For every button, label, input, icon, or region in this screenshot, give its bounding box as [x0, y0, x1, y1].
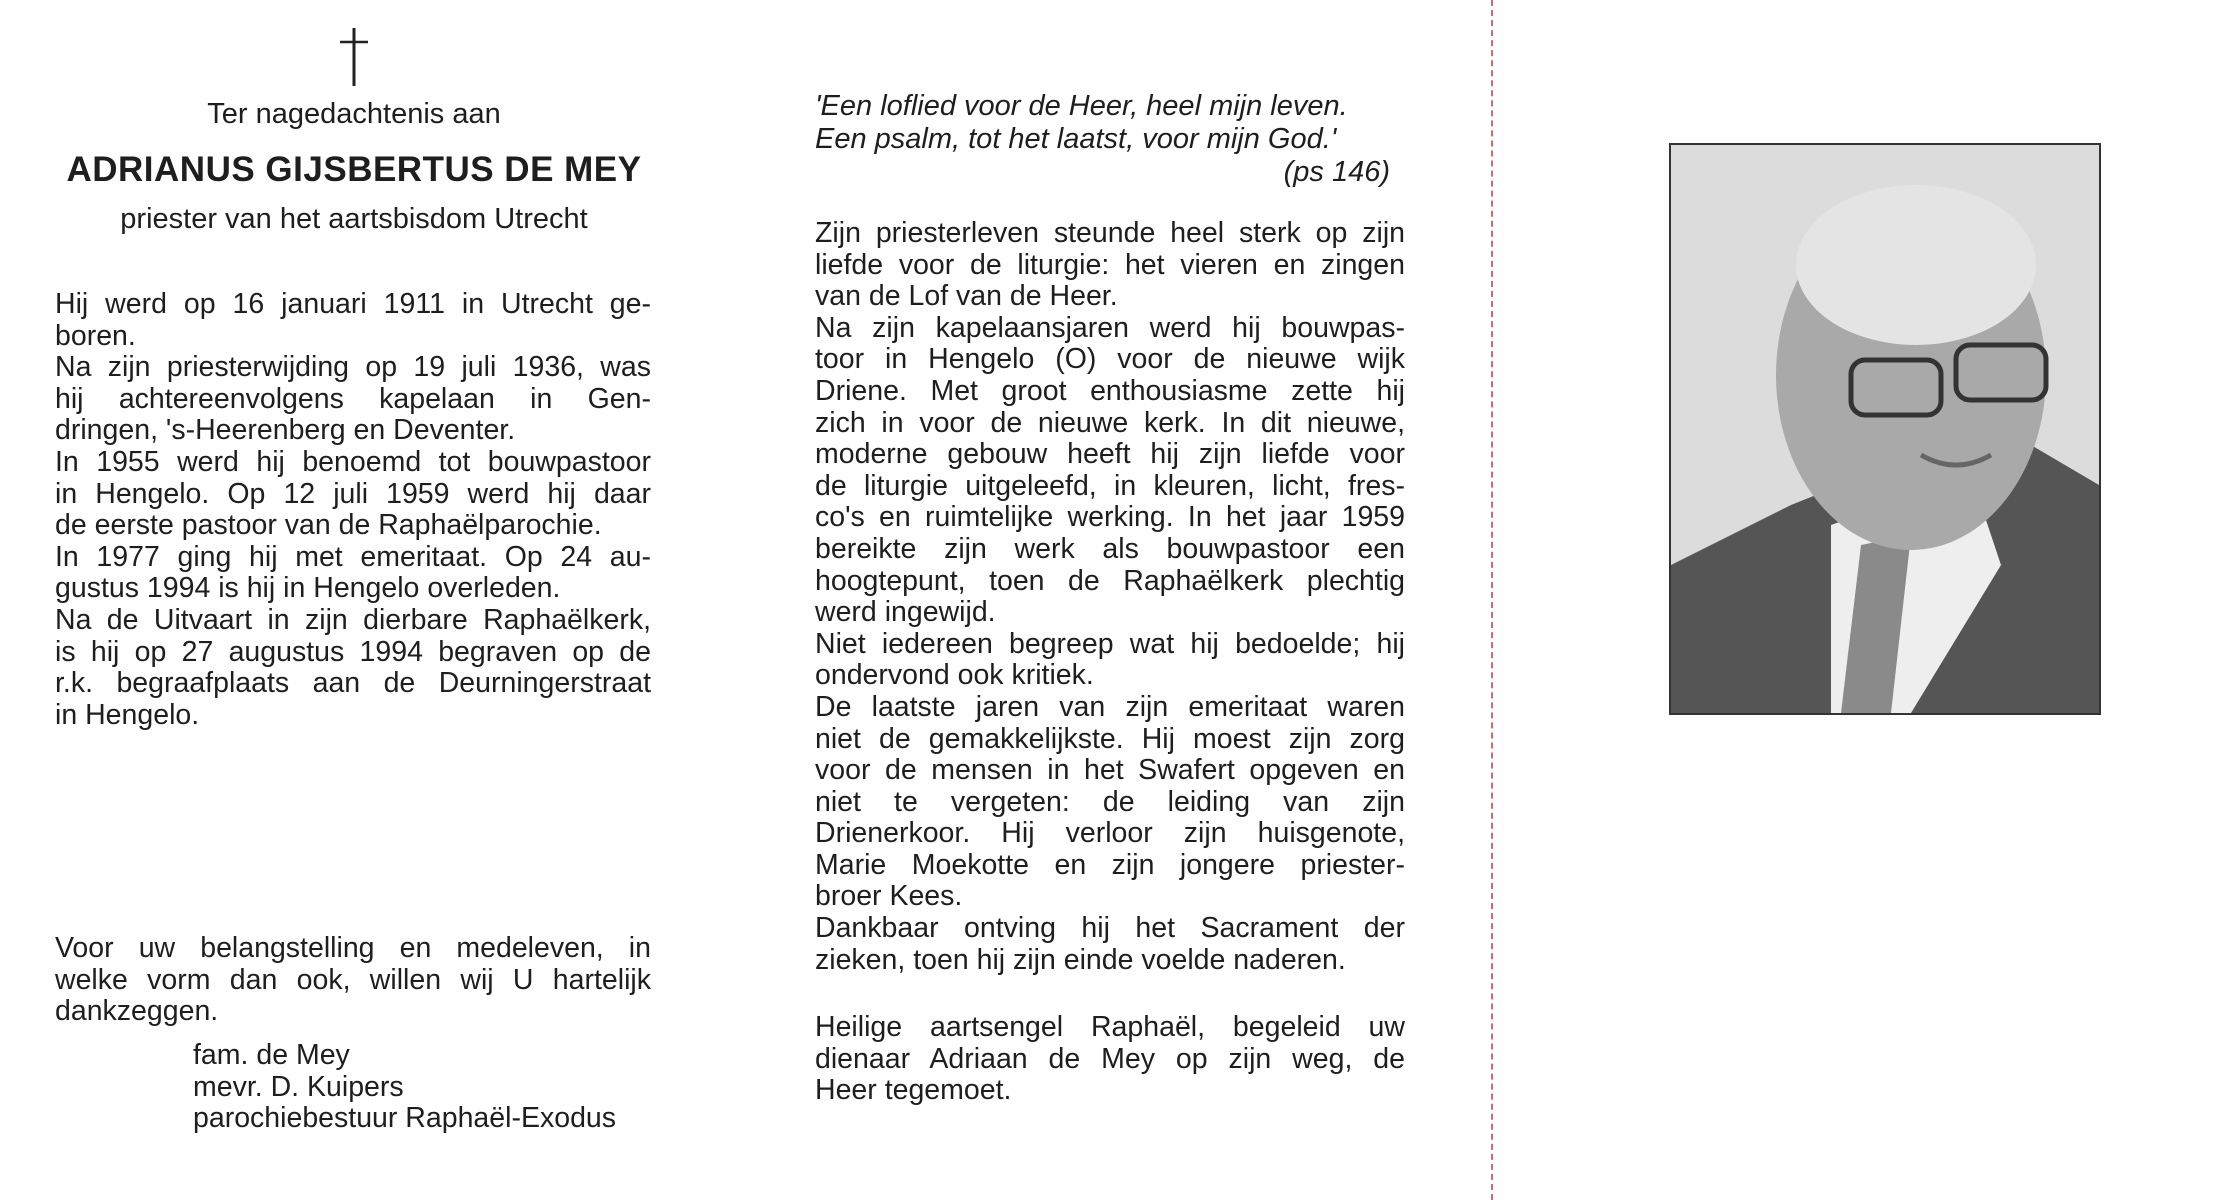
portrait-photo — [1669, 143, 2101, 715]
quote-line: 'Een loflied voor de Heer, heel mijn leven. — [815, 90, 1348, 122]
text-line: co's en ruimtelijke werking. In het jaar 1959 — [815, 501, 1405, 534]
text-line: zich in voor de nieuwe kerk. In dit nieuwe, — [815, 406, 1405, 439]
text-line: Dankbaar ontving hij het Sacrament der — [815, 912, 1405, 945]
psalm-quote — [815, 90, 1390, 189]
text-line: r.k. begraafplaats aan de Deurningerstraat — [55, 667, 651, 700]
text-line: Drienerkoor. Hij verloor zijn huisgenote, — [815, 817, 1405, 850]
text-line: Hij werd op 16 januari 1911 in Utrecht ge- — [55, 288, 651, 320]
text-line: ondervond ook kritiek. — [815, 659, 1094, 692]
intro-text: Ter nagedachtenis aan — [207, 98, 501, 130]
text-line: Voor uw belangstelling en medeleven, in — [55, 932, 651, 964]
text-line: is hij op 27 augustus 1994 begraven op de — [55, 635, 651, 668]
text-line: bereikte zijn werk als bouwpastoor een — [815, 532, 1405, 565]
text-line: Zijn priesterleven steunde heel sterk op zijn — [815, 217, 1405, 249]
text-line: in Hengelo. — [55, 698, 200, 731]
text-line: voor de mensen in het Swafert opgeven en — [815, 754, 1405, 787]
text-line: gustus 1994 is hij in Hengelo overleden. — [55, 572, 561, 605]
text-line: Heilige aartsengel Raphaël, begeleid uw — [815, 1011, 1405, 1043]
text-line: werd ingewijd. — [815, 596, 996, 629]
deceased-name: ADRIANUS GIJSBERTUS DE MEY — [66, 150, 642, 189]
text-line: In 1955 werd hij benoemd tot bouwpastoor — [55, 445, 651, 478]
text-line: liefde voor de liturgie: het vieren en zingen — [815, 248, 1405, 281]
signer: fam. de Mey — [193, 1039, 350, 1071]
signers — [193, 1040, 616, 1135]
text-line: De laatste jaren van zijn emeritaat waren — [815, 690, 1405, 723]
text-line: de eerste pastoor van de Raphaëlparochie. — [55, 509, 602, 542]
text-line: dringen, 's-Heerenberg en Deventer. — [55, 414, 516, 447]
prayer — [815, 1012, 1405, 1107]
text-line: niet te vergeten: de leiding van zijn — [815, 785, 1405, 818]
text-line: zieken, toen hij zijn einde voelde naderen. — [815, 943, 1346, 976]
text-line: moderne gebouw heeft hij zijn liefde voor — [815, 438, 1405, 471]
signer: mevr. D. Kuipers — [193, 1070, 404, 1103]
subtitle: priester van het aartsbisdom Utrecht — [120, 203, 588, 235]
text-line: Na zijn kapelaansjaren werd hij bouwpas- — [815, 311, 1405, 344]
text-line: in Hengelo. Op 12 juli 1959 werd hij daar — [55, 477, 651, 510]
text-line: boren. — [55, 319, 136, 352]
biography — [55, 289, 651, 731]
text-line: Na zijn priesterwijding op 19 juli 1936, was — [55, 351, 651, 384]
text-line: Heer tegemoet. — [815, 1074, 1012, 1107]
life-story — [815, 218, 1405, 976]
thanks-paragraph — [55, 933, 651, 1028]
text-line: Na de Uitvaart in zijn dierbare Raphaëlkerk, — [55, 603, 651, 636]
text-line: niet de gemakkelijkste. Hij moest zijn zorg — [815, 722, 1405, 755]
text-line: van de Lof van de Heer. — [815, 280, 1118, 313]
quote-line: Een psalm, tot het laatst, voor mijn God.' — [815, 123, 1337, 155]
text-line: toor in Hengelo (O) voor de nieuwe wijk — [815, 343, 1405, 376]
text-line: broer Kees. — [815, 880, 963, 913]
text-line: In 1977 ging hij met emeritaat. Op 24 au- — [55, 540, 651, 573]
text-line: hij achtereenvolgens kapelaan in Gen- — [55, 382, 651, 415]
signer: parochiebestuur Raphaël-Exodus — [193, 1102, 617, 1135]
cross-icon — [338, 28, 370, 86]
quote-reference: (ps 146) — [1283, 156, 1390, 188]
text-line: Marie Moekotte en zijn jongere priester- — [815, 848, 1405, 881]
portrait-image — [1671, 145, 2099, 713]
text-line: welke vorm dan ook, willen wij U hartelijk — [55, 963, 651, 996]
text-line: Niet iedereen begreep wat hij bedoelde; hij — [815, 627, 1405, 660]
text-line: de liturgie uitgeleefd, in kleuren, licht, fres- — [815, 469, 1405, 502]
fold-line — [1491, 0, 1493, 1200]
text-line: Driene. Met groot enthousiasme zette hij — [815, 374, 1405, 407]
text-line: dienaar Adriaan de Mey op zijn weg, de — [815, 1042, 1405, 1075]
text-line: hoogtepunt, toen de Raphaëlkerk plechtig — [815, 564, 1405, 597]
text-line: dankzeggen. — [55, 995, 219, 1028]
